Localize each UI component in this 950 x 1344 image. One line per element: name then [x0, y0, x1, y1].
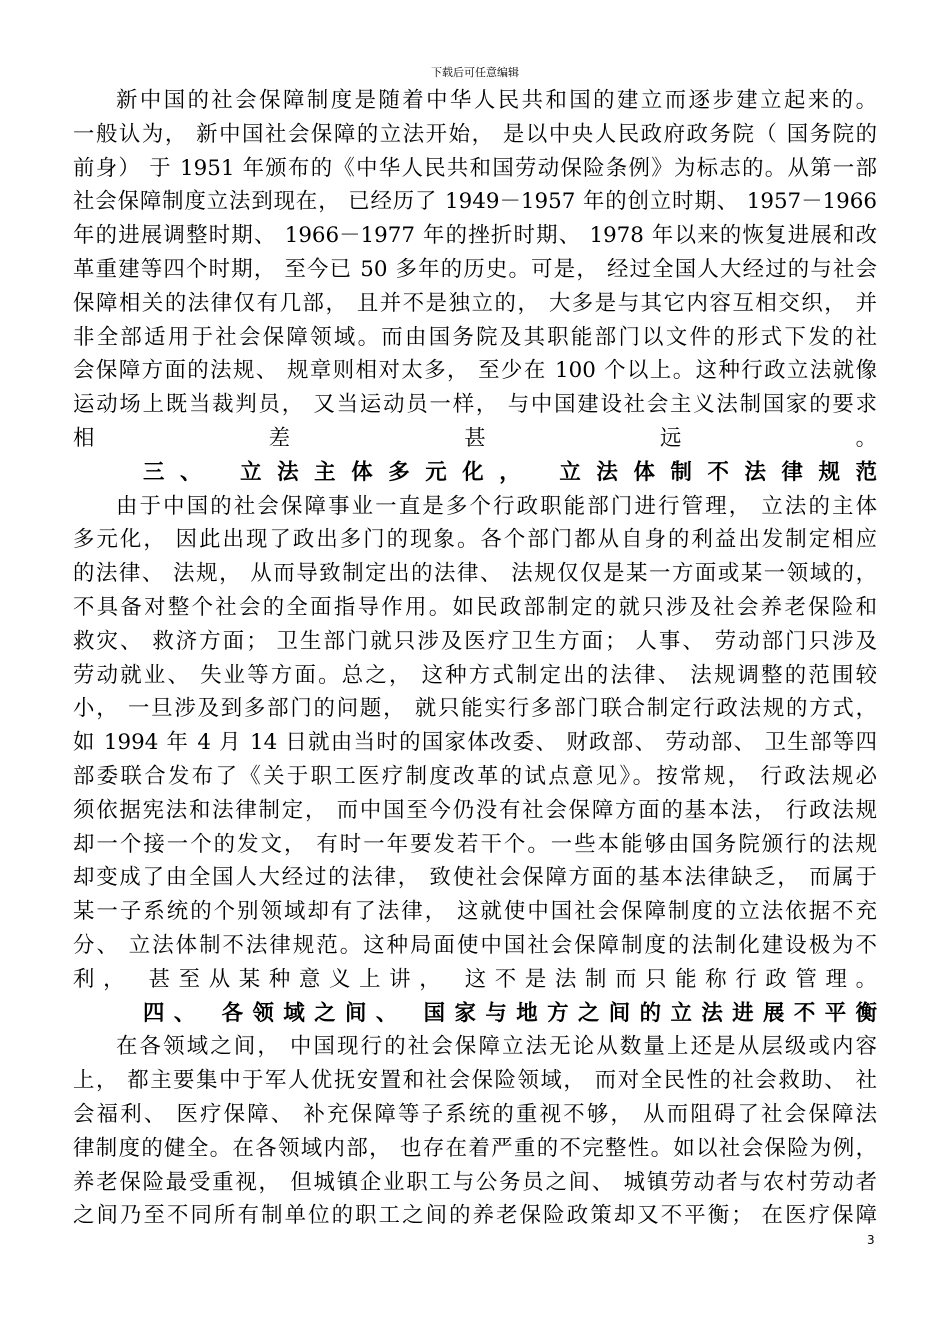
paragraph-line: 会保障方面的法规、 规章则相对太多， 至少在 100 个以上。这种行政立法就像	[73, 358, 877, 384]
paragraph-line: 不具备对整个社会的全面指导作用。如民政部制定的就只涉及社会养老保险和	[73, 594, 877, 620]
paragraph-line: 部委联合发布了《关于职工医疗制度改革的试点意见》。按常规， 行政法规必	[73, 763, 877, 789]
paragraph-line: 养老保险最受重视， 但城镇企业职工与公务员之间、 城镇劳动者与农村劳动者	[73, 1169, 877, 1195]
page-header: 下载后可任意编辑	[431, 66, 519, 79]
paragraph-line: 多元化， 因此出现了政出多门的现象。各个部门都从自身的利益出发制定相应	[73, 527, 877, 553]
paragraph-line: 如 1994 年 4 月 14 日就由当时的国家体改委、 财政部、 劳动部、 卫生部等四	[73, 730, 877, 756]
paragraph-line: 相差甚远。	[73, 425, 877, 451]
paragraph-line: 前身） 于 1951 年颁布的《中华人民共和国劳动保险条例》为标志的。从第一部	[73, 155, 877, 181]
section-heading: 四、 各领域之间、 国家与地方之间的立法进展不平衡	[143, 1000, 877, 1026]
paragraph-line: 年的进展调整时期、 1966－1977 年的挫折时期、 1978 年以来的恢复进展和改	[73, 223, 877, 249]
section-heading: 三、 立法主体多元化， 立法体制不法律规范	[143, 459, 877, 485]
paragraph-line: 会福利、 医疗保障、 补充保障等子系统的重视不够， 从而阻碍了社会保障法	[73, 1101, 877, 1127]
paragraph-line: 须依据宪法和法律制定， 而中国至今仍没有社会保障方面的基本法， 行政法规	[73, 797, 877, 823]
paragraph-line: 在各领域之间， 中国现行的社会保障立法无论从数量上还是从层级或内容	[116, 1034, 877, 1060]
paragraph-line: 劳动就业、 失业等方面。总之， 这种方式制定出的法律、 法规调整的范围较	[73, 662, 877, 688]
paragraph-line: 非全部适用于社会保障领域。而由国务院及其职能部门以文件的形式下发的社	[73, 324, 877, 350]
paragraph-line: 小， 一旦涉及到多部门的问题， 就只能实行多部门联合制定行政法规的方式，	[73, 696, 877, 722]
paragraph-line: 救灾、 救济方面； 卫生部门就只涉及医疗卫生方面； 人事、 劳动部门只涉及	[73, 628, 877, 654]
paragraph-line: 之间乃至不同所有制单位的职工之间的养老保险政策却又不平衡； 在医疗保障	[73, 1203, 877, 1229]
paragraph-line: 某一子系统的个别领域却有了法律， 这就使中国社会保障制度的立法依据不充	[73, 899, 877, 925]
paragraph-line: 由于中国的社会保障事业一直是多个行政职能部门进行管理， 立法的主体	[116, 493, 877, 519]
paragraph-line: 却一个接一个的发文， 有时一年要发若干个。一些本能够由国务院颁行的法规	[73, 831, 877, 857]
paragraph-line: 分、 立法体制不法律规范。这种局面使中国社会保障制度的法制化建设极为不	[73, 932, 877, 958]
paragraph-line: 一般认为， 新中国社会保障的立法开始， 是以中央人民政府政务院（ 国务院的	[73, 121, 877, 147]
paragraph-line: 的法律、 法规， 从而导致制定出的法律、 法规仅仅是某一方面或某一领域的，	[73, 561, 877, 587]
page-number: 3	[867, 1233, 875, 1247]
paragraph-line: 律制度的健全。在各领域内部， 也存在着严重的不完整性。如以社会保险为例，	[73, 1135, 877, 1161]
document-body	[73, 84, 877, 1233]
paragraph-line: 保障相关的法律仅有几部， 且并不是独立的， 大多是与其它内容互相交织， 并	[73, 290, 877, 316]
paragraph-line: 却变成了由全国人大经过的法律， 致使社会保障方面的基本法律缺乏， 而属于	[73, 865, 877, 891]
paragraph-line: 上， 都主要集中于军人优抚安置和社会保险领域， 而对全民性的社会救助、 社	[73, 1068, 877, 1094]
paragraph-line: 新中国的社会保障制度是随着中华人民共和国的建立而逐步建立起来的。	[116, 88, 877, 113]
paragraph-line: 社会保障制度立法到现在， 已经历了 1949－1957 年的创立时期、 1957－1966	[73, 189, 877, 215]
paragraph-line: 利， 甚至从某种意义上讲， 这不是法制而只能称行政管理。	[73, 966, 877, 992]
paragraph-line: 运动场上既当裁判员， 又当运动员一样， 与中国建设社会主义法制国家的要求	[73, 392, 877, 418]
paragraph-line: 革重建等四个时期， 至今已 50 多年的历史。可是， 经过全国人大经过的与社会	[73, 256, 877, 282]
